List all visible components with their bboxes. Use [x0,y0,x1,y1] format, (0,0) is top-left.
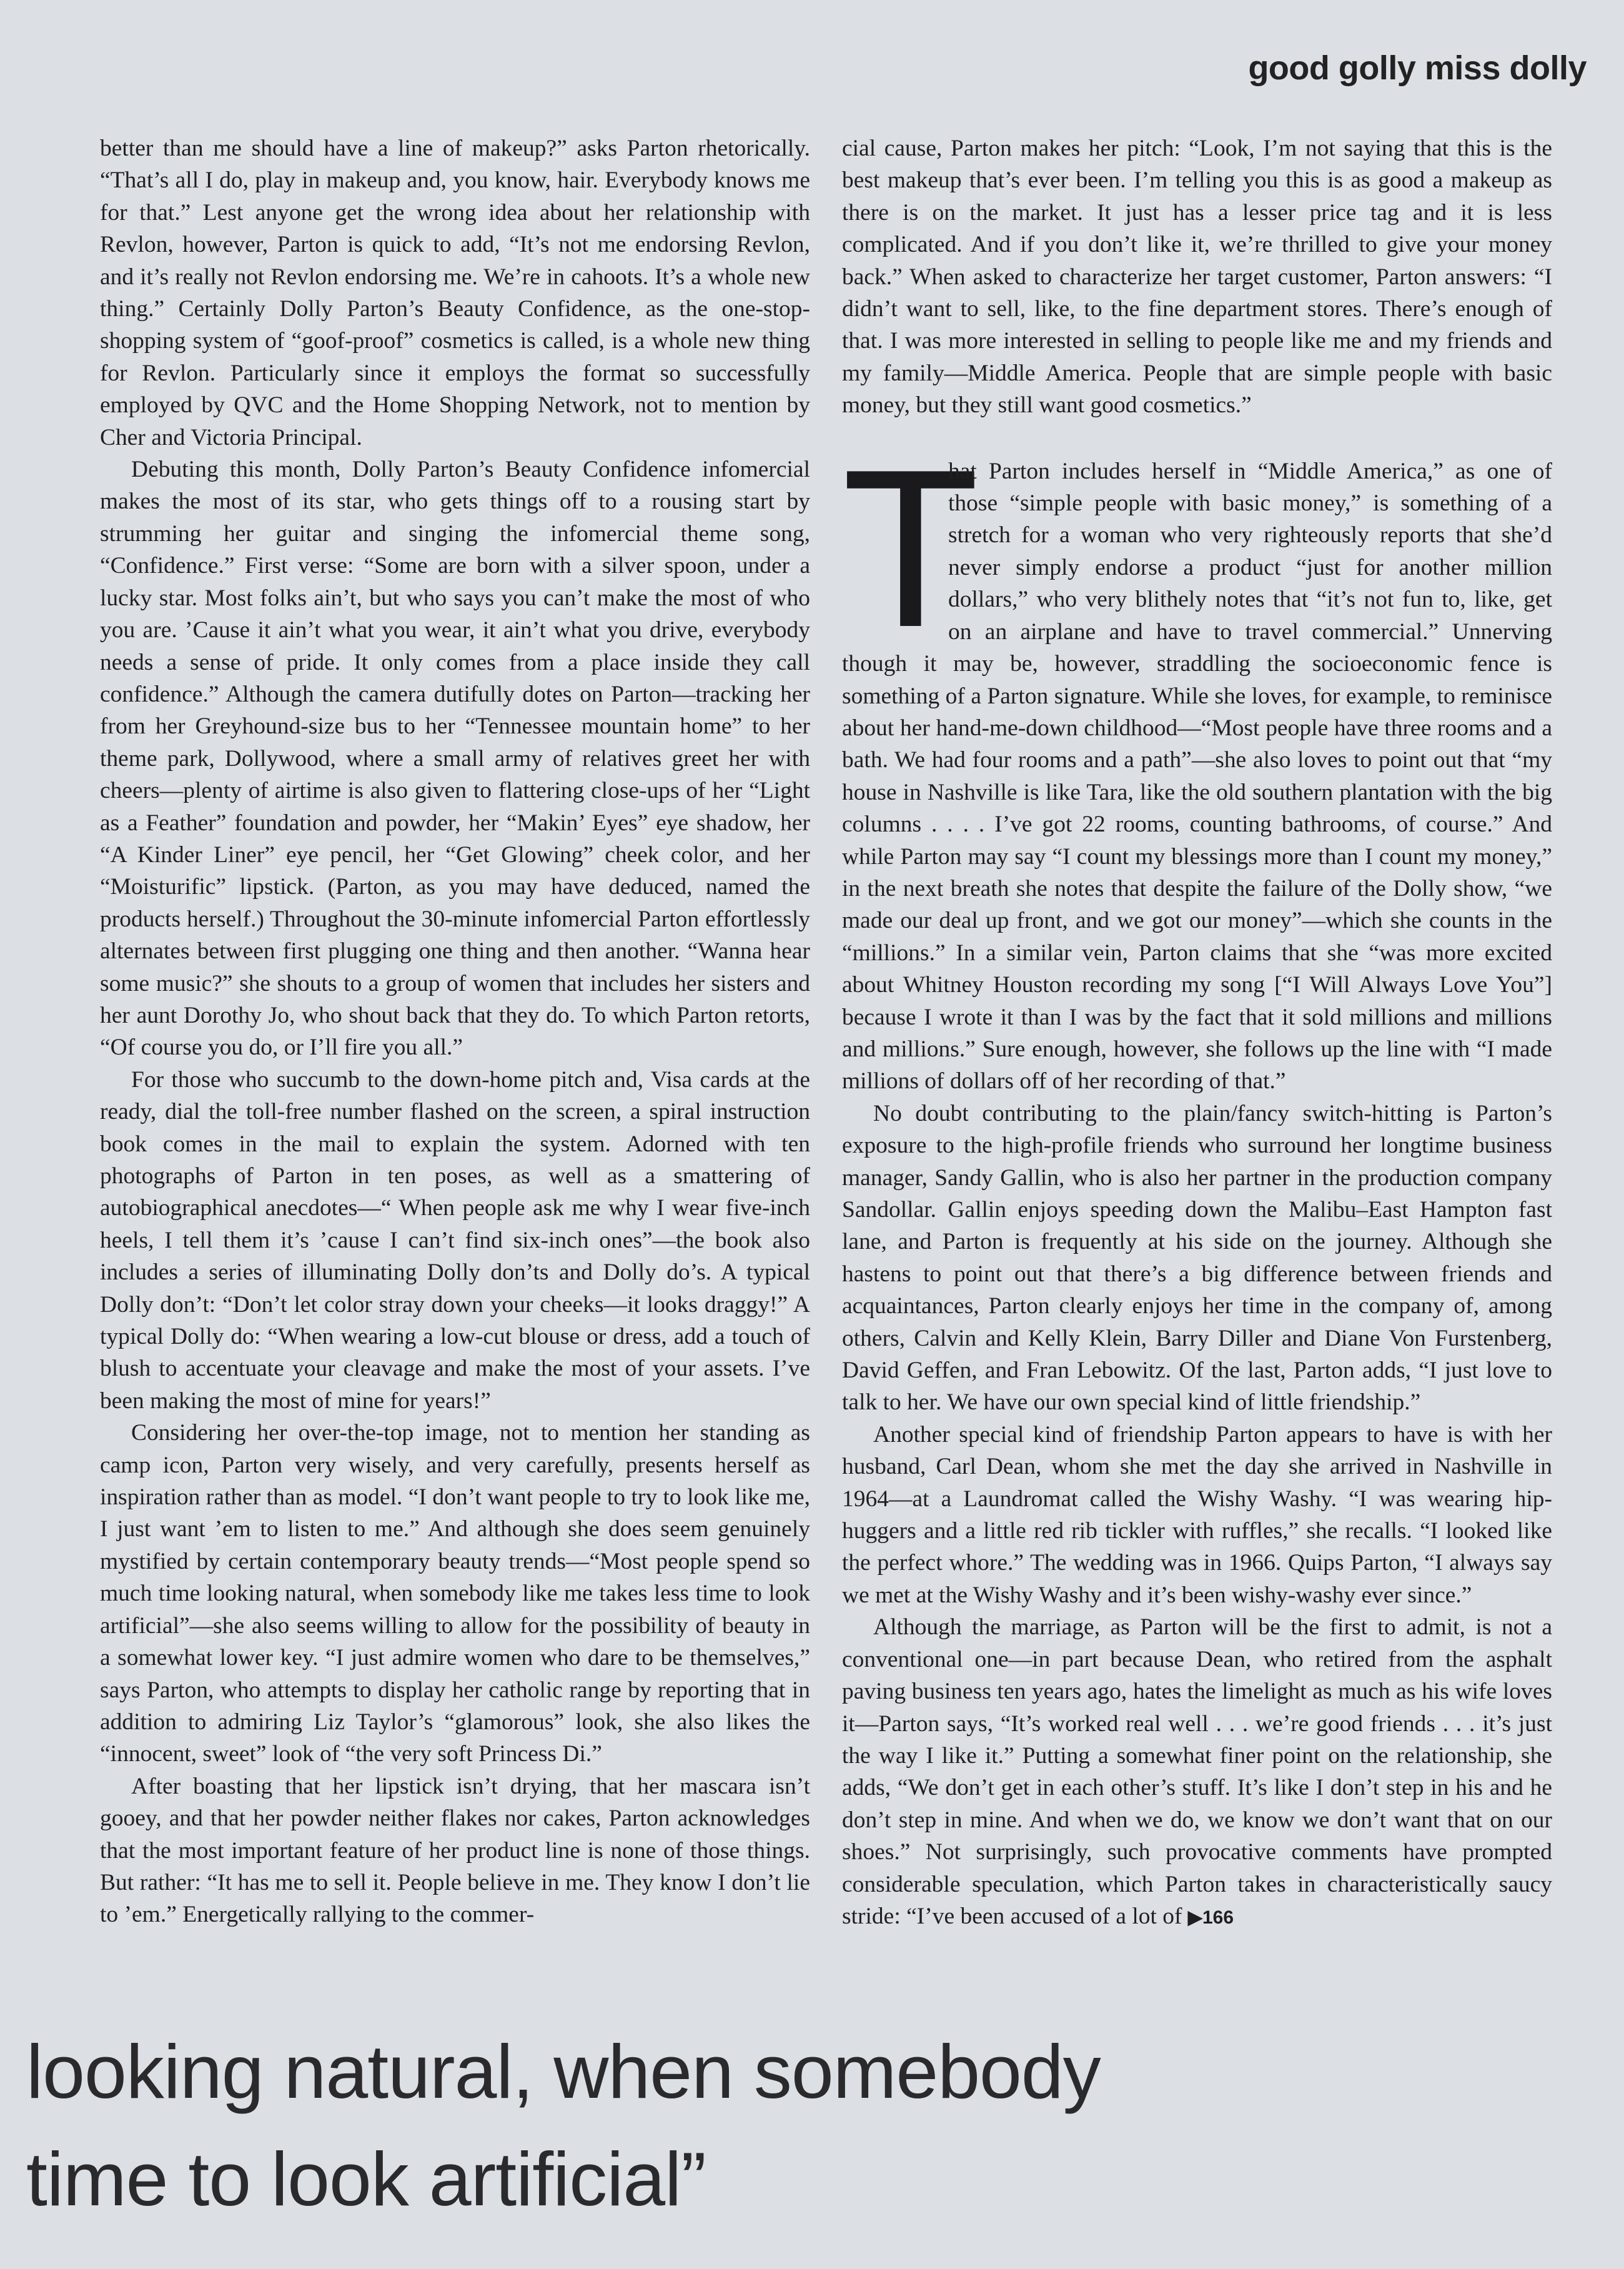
paragraph: better than me should have a line of makeup?” asks Parton rhetorically. “That’s all I do, play in makeup and, you know, hair. Everybody knows me for that.” Lest anyone get the wrong idea about her relationship with Revlon, however, Parton is quick to add, “It’s not me endorsing Revlon, and it’s really not Revlon endorsing me. We’re in cahoots. It’s a whole new thing.” Certainly Dolly Parton’s Beauty Confidence, as the one-stop-shopping system of “goof-proof” cosmetics is called, is a whole new thing for Revlon. Particularly since it employs the format so successfully employed by QVC and the Home Shopping Network, not to mention by Cher and Victoria Principal. [100,136,810,450]
pull-quote-line: time to look artificial” [26,2137,706,2222]
paragraph-text: Although the marriage, as Parton will be the first to admit, is not a conventional one—in part because Dean, who retired from the asphalt paving business ten years ago, hates the limelight as much as his wife loves it—Parton says, “It’s worked real well . . . we’re good friends . . . it’s just the way I like it.” Putting a somewhat finer point on the relationship, she adds, “We don’t get in each other’s stuff. It’s like I don’t step in his and he don’t step in mine. And when we do, we know we don’t want that on our shoes.” Not surprisingly, such provocative comments have prompted considerable speculation, which Parton takes in characteristically saucy stride: “I’ve been accused of a lot of [842,1614,1552,1929]
section-opening-text: hat Parton includes herself in “Middle America,” as one of those “simple people with basic money,” is something of a stretch for a woman who very righteously reports that she’d never simply endorse a product “just for another million dollars,” who very blithely notes that “it’s not fun to, like, get on an airplane and have to travel commercial.” Unnerving though it may be, however, straddling the socioeconomic fence is something of a Parton signature. While she loves, for example, to reminisce about her hand-me-down childhood—“Most people have three rooms and a bath. We had four rooms and a path”—she also loves to point out that “my house in Nashville is like Tara, like the old southern plantation with the big columns . . . . I’ve got 22 rooms, counting bathrooms, of course.” And while Parton may say “I count my blessings more than I count my money,” in the next breath she notes that despite the failure of the Dolly show, “we made our deal up front, and we got our money”—which she counts in the “millions.” In a similar vein, Parton claims that she “was more excited about Whitney Houston recording my song [“I Will Always Love You”] because I wrote it than I was by the fact that it sold millions and millions and millions.” Sure enough, however, she follows up the line with “I made millions of dollars off of her recording of that.” [842,458,1552,1095]
paragraph: After boasting that her lipstick isn’t drying, that her mascara isn’t gooey, and that her powder neither flakes nor cakes, Parton acknowledges that the most important feature of her product line is none of those things. But rather: “It has me to sell it. People believe in me. They know I don’t lie to ’em.” Energetically rallying to the commer- [100,1773,810,1928]
pull-quote-line: looking natural, when somebody [26,2029,1101,2114]
paragraph [842,1611,1552,1934]
paragraph: Another special kind of friendship Parton appears to have is with her husband, Carl Dean, whom she met the day she arrived in Nashville in 1964—at a Laundromat called the Wishy Washy. “I was wearing hip-huggers and a little red rib tickler with ruffles,” she recalls. “I looked like the perfect whore.” The wedding was in 1966. Quips Parton, “I always say we met at the Wishy Washy and it’s been wishy-washy ever since.” [842,1421,1552,1608]
paragraph: cial cause, Parton makes her pitch: “Look, I’m not saying that this is the best makeup that’s ever been. I’m telling you this is as good a makeup as there is on the market. It just has a lesser price tag and it is less complicated. And if you don’t like it, we’re thrilled to give your money back.” When asked to characterize her target customer, Parton answers: “I didn’t want to sell, like, to the fine department stores. There’s enough of that. I was more interested in selling to people like me and my friends and my family—Middle America. People that are simple people with basic money, but they still want good cosmetics.” [842,136,1552,419]
drop-cap: T [842,422,979,674]
section-opening-paragraph [842,422,1552,1098]
left-column [100,132,810,1931]
paragraph: For those who succumb to the down-home pitch and, Visa cards at the ready, dial the toll-free number flashed on the screen, a spiral instruction book comes in the mail to explain the system. Adorned with ten photographs of Parton in ten poses, as well as a smattering of autobiographical anecdotes—“ When people ask me why I wear five-inch heels, I tell them it’s ’cause I can’t find six-inch ones”—the book also includes a series of illuminating Dolly don’ts and Dolly do’s. A typical Dolly don’t: “Don’t let color stray down your cheeks—it looks draggy!” A typical Dolly do: “When wearing a low-cut blouse or dress, add a touch of blush to accentuate your cleavage and make the most of your assets. I’ve been making the most of mine for years!” [100,1066,810,1414]
paragraph: Debuting this month, Dolly Parton’s Beauty Confidence infomercial makes the most of its star, who gets things off to a rousing start by strumming her guitar and singing the infomercial theme song, “Confidence.” First verse: “Some are born with a silver spoon, under a lucky star. Most folks ain’t, but who says you can’t make the most of who you are. ’Cause it ain’t what you wear, it ain’t what you drive, everybody needs a sense of pride. It only comes from a place inside they call confidence.” Although the camera dutifully dotes on Parton—tracking her from her Greyhound-size bus to her “Tennessee mountain home” to her theme park, Dollywood, where a small army of relatives greet her with cheers—plenty of airtime is also given to flattering close-ups of her “Light as a Feather” foundation and powder, her “Makin’ Eyes” eye shadow, her “A Kinder Liner” eye pencil, her “Get Glowing” cheek color, and her “Moisturific” lipstick. (Parton, as you may have deduced, named the products herself.) Throughout the 30-minute infomercial Parton effortlessly alternates between first plugging one thing and then another. “Wanna hear some music?” she shouts to a group of women that includes her sisters and her aunt Dorothy Jo, who shout back that they do. To which Parton retorts, “Of course you do, or I’ll fire you all.” [100,457,810,1061]
continued-on-page-marker: ▶166 [1187,1907,1234,1928]
running-head: good golly miss dolly [1248,49,1587,87]
paragraph: No doubt contributing to the plain/fancy switch-hitting is Parton’s exposure to the high-profile friends who surround her longtime business manager, Sandy Gallin, who is also her partner in the production company Sandollar. Gallin enjoys speeding down the Malibu–East Hampton fast lane, and Parton is frequently at his side on the journey. Although she hastens to point out that there’s a big difference between friends and acquaintances, Parton clearly enjoys her time in the company of, among others, Calvin and Kelly Klein, Barry Diller and Diane Von Furstenberg, David Geffen, and Fran Lebowitz. Of the last, Parton adds, “I just love to talk to her. We have our own special kind of little friendship.” [842,1100,1552,1416]
right-column [842,132,1552,1934]
paragraph: Considering her over-the-top image, not to mention her standing as camp icon, Parton very wisely, and very carefully, presents herself as inspiration rather than as model. “I don’t want people to try to look like me, I just want ’em to listen to me.” And although she does seem genuinely mystified by certain contemporary beauty trends—“Most people spend so much time looking natural, when somebody like me takes less time to look artificial”—she also seems willing to allow for the possibility of beauty in a somewhat lower key. “I just admire women who dare to be themselves,” says Parton, who attempts to display her catholic range by reporting that in addition to admiring Liz Taylor’s “glamorous” look, she also likes the “innocent, sweet” look of “the very soft Princess Di.” [100,1420,810,1767]
pull-quote [26,2018,1525,2233]
